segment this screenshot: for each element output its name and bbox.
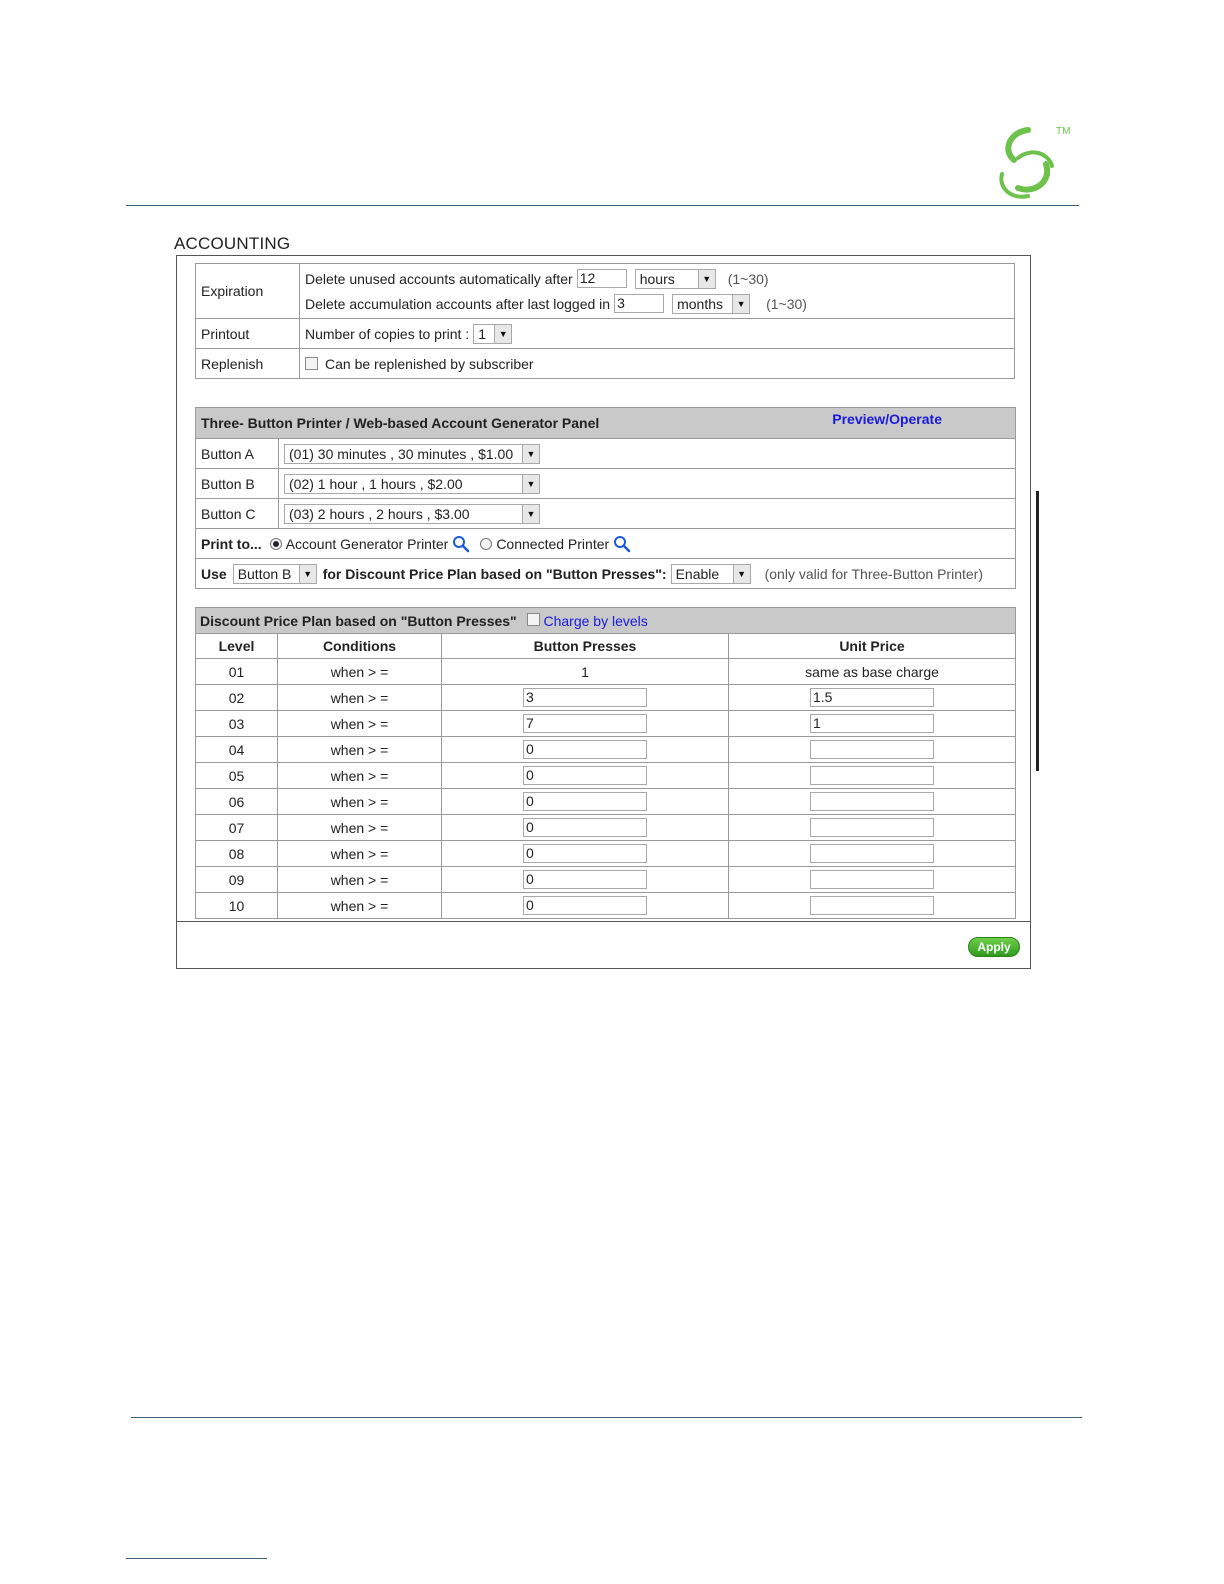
- presses-input[interactable]: 0: [523, 870, 647, 889]
- button-c-label: Button C: [196, 499, 279, 529]
- discount-column-headers: [196, 634, 1016, 659]
- unused-expiry-unit-select[interactable]: [635, 269, 716, 289]
- accum-expiry-range: (1~30): [766, 295, 807, 312]
- button-b-row: [196, 469, 1016, 499]
- connected-printer-radio[interactable]: [480, 538, 492, 550]
- connected-printer-label: Connected Printer: [496, 535, 610, 552]
- expiration-row: [196, 264, 1015, 319]
- accum-expiry-unit-value: months: [677, 295, 723, 312]
- level-cell: 03: [196, 711, 278, 737]
- unit-price-input[interactable]: [810, 740, 934, 759]
- condition-cell: when > =: [278, 763, 442, 789]
- discount-enable-select[interactable]: [671, 564, 751, 584]
- button-b-plan-select[interactable]: [284, 474, 540, 494]
- level-cell: 09: [196, 867, 278, 893]
- charge-by-levels-label: Charge by levels: [543, 612, 648, 629]
- unit-price-input[interactable]: [810, 896, 934, 915]
- trademark-mark: TM: [1056, 126, 1071, 137]
- condition-cell: when > =: [278, 711, 442, 737]
- condition-cell: when > =: [278, 815, 442, 841]
- preview-operate-link[interactable]: Preview/Operate: [832, 411, 942, 427]
- accum-expiry-input[interactable]: 3: [614, 294, 664, 313]
- replenish-text: Can be replenished by subscriber: [325, 355, 534, 372]
- unit-price-input[interactable]: [810, 870, 934, 889]
- unit-price-input[interactable]: 1.5: [810, 688, 934, 707]
- table-row: [196, 893, 1016, 919]
- button-panel-title: Three- Button Printer / Web-based Account Generator Panel: [201, 415, 600, 431]
- table-row: [196, 737, 1016, 763]
- button-c-plan-select[interactable]: [284, 504, 540, 524]
- condition-cell: when > =: [278, 737, 442, 763]
- level-cell: 08: [196, 841, 278, 867]
- bottom-rule: [131, 1417, 1082, 1418]
- account-generator-printer-label: Account Generator Printer: [285, 535, 449, 552]
- col-button-presses: Button Presses: [442, 634, 729, 659]
- chevron-down-icon: ▼: [299, 565, 316, 583]
- price-cell: same as base charge: [729, 659, 1016, 685]
- presses-input[interactable]: 0: [523, 792, 647, 811]
- button-a-plan-value: (01) 30 minutes , 30 minutes , $1.00: [289, 445, 514, 462]
- condition-cell: when > =: [278, 659, 442, 685]
- discount-enable-value: Enable: [675, 565, 720, 582]
- condition-cell: when > =: [278, 685, 442, 711]
- footer-rule: [126, 1558, 267, 1559]
- presses-input[interactable]: 0: [523, 896, 647, 915]
- button-c-plan-value: (03) 2 hours , 2 hours , $3.00: [289, 505, 470, 522]
- top-rule: [126, 205, 1079, 206]
- copies-value: 1: [478, 325, 486, 342]
- level-cell: 04: [196, 737, 278, 763]
- expiration-accum-text: Delete accumulation accounts after last logged in: [305, 295, 611, 312]
- search-icon[interactable]: [613, 535, 631, 553]
- button-c-row: [196, 499, 1016, 529]
- level-cell: 06: [196, 789, 278, 815]
- table-row: [196, 711, 1016, 737]
- discount-title: Discount Price Plan based on "Button Presses": [200, 612, 517, 629]
- table-row: [196, 685, 1016, 711]
- replenish-row: [196, 349, 1015, 379]
- level-cell: 01: [196, 659, 278, 685]
- level-cell: 02: [196, 685, 278, 711]
- chevron-down-icon: ▼: [522, 475, 539, 493]
- print-to-label: Print to...: [201, 535, 262, 552]
- condition-cell: when > =: [278, 867, 442, 893]
- replenish-label: Replenish: [196, 349, 300, 379]
- condition-cell: when > =: [278, 789, 442, 815]
- discount-header: [196, 608, 1016, 634]
- brand-logo: [988, 122, 1078, 202]
- unit-price-input[interactable]: [810, 766, 934, 785]
- presses-input[interactable]: 0: [523, 740, 647, 759]
- button-panel-table: [195, 407, 1016, 589]
- chevron-down-icon: ▼: [733, 565, 750, 583]
- button-a-plan-select[interactable]: [284, 444, 540, 464]
- chevron-down-icon: ▼: [698, 270, 715, 288]
- table-row: [196, 789, 1016, 815]
- discount-button-value: Button B: [237, 565, 292, 582]
- replenish-checkbox[interactable]: [305, 357, 318, 370]
- col-unit-price: Unit Price: [729, 634, 1016, 659]
- accum-expiry-unit-select[interactable]: [672, 294, 750, 314]
- unit-price-input[interactable]: [810, 818, 934, 837]
- table-row: [196, 763, 1016, 789]
- discount-button-select[interactable]: [233, 564, 317, 584]
- table-row: [196, 867, 1016, 893]
- unused-expiry-unit-value: hours: [639, 270, 675, 287]
- panel-footer-divider: [177, 921, 1030, 922]
- level-cell: 07: [196, 815, 278, 841]
- chevron-down-icon: ▼: [732, 295, 749, 313]
- col-level: Level: [196, 634, 278, 659]
- presses-input[interactable]: 0: [523, 818, 647, 837]
- unused-expiry-input[interactable]: 12: [577, 269, 627, 288]
- condition-cell: when > =: [278, 893, 442, 919]
- level-cell: 05: [196, 763, 278, 789]
- col-conditions: Conditions: [278, 634, 442, 659]
- unit-price-input[interactable]: 1: [810, 714, 934, 733]
- search-icon[interactable]: [452, 535, 470, 553]
- presses-input[interactable]: 0: [523, 766, 647, 785]
- discount-plan-text: for Discount Price Plan based on "Button Presses":: [322, 565, 667, 582]
- button-b-label: Button B: [196, 469, 279, 499]
- expiration-label: Expiration: [196, 264, 300, 319]
- chevron-down-icon: ▼: [494, 325, 511, 343]
- settings-table: [195, 263, 1015, 379]
- table-row: [196, 815, 1016, 841]
- printout-label: Printout: [196, 319, 300, 349]
- presses-cell: 1: [442, 659, 729, 685]
- apply-button[interactable]: Apply: [968, 937, 1020, 957]
- presses-input[interactable]: 7: [523, 714, 647, 733]
- copies-text: Number of copies to print :: [305, 325, 470, 342]
- charge-by-levels-checkbox[interactable]: [527, 613, 540, 626]
- condition-cell: when > =: [278, 841, 442, 867]
- discount-table: [195, 607, 1016, 919]
- table-row: [196, 659, 1016, 685]
- chevron-down-icon: ▼: [522, 445, 539, 463]
- button-panel-header: [196, 408, 1016, 439]
- button-b-plan-value: (02) 1 hour , 1 hours , $2.00: [289, 475, 463, 492]
- account-generator-printer-radio[interactable]: [270, 538, 282, 550]
- discount-note: (only valid for Three-Button Printer): [764, 565, 983, 582]
- presses-input[interactable]: 0: [523, 844, 647, 863]
- use-button-row: [196, 559, 1016, 589]
- button-a-row: [196, 439, 1016, 469]
- presses-input[interactable]: 3: [523, 688, 647, 707]
- button-a-label: Button A: [196, 439, 279, 469]
- copies-select[interactable]: [473, 324, 512, 344]
- unused-expiry-range: (1~30): [727, 270, 769, 287]
- use-label: Use: [201, 565, 227, 582]
- expiration-unused-text: Delete unused accounts automatically after: [305, 270, 573, 287]
- accounting-panel: [176, 255, 1031, 969]
- unit-price-input[interactable]: [810, 792, 934, 811]
- table-row: [196, 841, 1016, 867]
- level-cell: 10: [196, 893, 278, 919]
- page-title: ACCOUNTING: [174, 234, 291, 253]
- unit-price-input[interactable]: [810, 844, 934, 863]
- printout-row: [196, 319, 1015, 349]
- print-to-row: [196, 529, 1016, 559]
- chevron-down-icon: ▼: [522, 505, 539, 523]
- change-bar: [1036, 491, 1039, 771]
